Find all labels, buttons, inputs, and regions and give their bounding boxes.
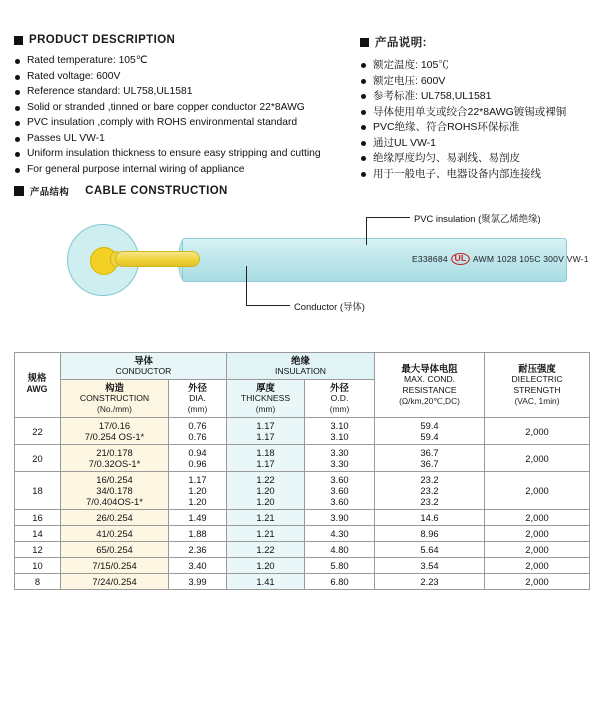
leader-line-conductor-horizontal <box>246 305 290 306</box>
header-outer-dia <box>305 380 375 418</box>
cell-resistance: 8.96 <box>375 526 485 542</box>
list-item: Uniform insulation thickness to ensure easy stripping and cutting <box>14 148 360 160</box>
cell-awg: 16 <box>15 510 61 526</box>
table-row <box>15 526 590 542</box>
list-item: 用于一般电子、电器设备内部连接线 <box>360 168 589 180</box>
header-thickness <box>227 380 305 418</box>
cell-resistance: 3.54 <box>375 558 485 574</box>
header-group-conductor-cn: 导体 <box>134 355 153 366</box>
header-max-resistance <box>375 353 485 418</box>
table-row <box>15 445 590 472</box>
cell-dielectric: 2,000 <box>485 418 590 445</box>
list-item: 额定电压: 600V <box>360 75 589 87</box>
cell-outer-dia: 4.80 <box>305 542 375 558</box>
cell-thickness: 1.21 <box>227 526 305 542</box>
header-thickness-unit: (mm) <box>255 404 276 414</box>
description-list-en <box>14 55 360 176</box>
header-max-resistance-en1: MAX. COND. <box>403 374 456 384</box>
description-english-column <box>14 34 360 183</box>
cable-construction-title-en: CABLE CONSTRUCTION <box>85 185 228 197</box>
table-row <box>15 472 590 510</box>
cell-construction: 65/0.254 <box>61 542 169 558</box>
product-description-title-cn: 产品说明: <box>375 37 427 49</box>
cell-conductor-dia: 0.76 0.76 <box>169 418 227 445</box>
list-item: 参考标准: UL758,UL1581 <box>360 90 589 102</box>
cable-construction-title-cn: 产品结构 <box>30 186 70 197</box>
cell-resistance: 59.4 59.4 <box>375 418 485 445</box>
cell-resistance: 2.23 <box>375 574 485 590</box>
ul-logo-icon: UL <box>451 253 470 265</box>
list-item: Passes UL VW-1 <box>14 133 360 145</box>
cell-thickness: 1.22 1.20 1.20 <box>227 472 305 510</box>
cell-conductor-dia: 1.49 <box>169 510 227 526</box>
header-max-resistance-cn: 最大导体电阻 <box>401 363 458 374</box>
cell-conductor-dia: 3.40 <box>169 558 227 574</box>
cable-print-marking <box>412 253 589 265</box>
header-outer-dia-unit: (mm) <box>329 404 350 414</box>
list-item: For general purpose internal wiring of appliance <box>14 164 360 176</box>
cell-awg: 22 <box>15 418 61 445</box>
cell-dielectric: 2,000 <box>485 574 590 590</box>
header-awg-cn: 规格 <box>27 372 47 383</box>
table-row <box>15 574 590 590</box>
header-construction-cn: 构造 <box>105 382 124 393</box>
cell-awg: 12 <box>15 542 61 558</box>
header-construction-en: CONSTRUCTION <box>79 393 150 403</box>
header-group-insulation-en: INSULATION <box>275 366 326 376</box>
cell-thickness: 1.22 <box>227 542 305 558</box>
bullet-square-icon <box>14 186 24 196</box>
header-thickness-cn: 厚度 <box>256 382 275 393</box>
list-item: PVC绝缘、符合ROHS环保标准 <box>360 121 589 133</box>
table-row <box>15 558 590 574</box>
table-header-group-row <box>15 353 590 380</box>
cell-outer-dia: 4.30 <box>305 526 375 542</box>
cell-resistance: 5.64 <box>375 542 485 558</box>
cell-outer-dia: 3.10 3.10 <box>305 418 375 445</box>
cable-diagram <box>14 206 589 328</box>
header-group-insulation <box>227 353 375 380</box>
cell-thickness: 1.18 1.17 <box>227 445 305 472</box>
header-group-conductor <box>61 353 227 380</box>
list-item: Rated temperature: 105℃ <box>14 55 360 67</box>
conductor-strip-icon <box>115 251 200 267</box>
header-conductor-dia-en: DIA. <box>189 393 206 403</box>
table-row <box>15 510 590 526</box>
list-item: 绝缘厚度均匀、易剥线、易剖皮 <box>360 152 589 164</box>
description-chinese-column <box>360 34 589 183</box>
cell-dielectric: 2,000 <box>485 558 590 574</box>
header-conductor-dia-unit: (mm) <box>187 404 208 414</box>
cell-conductor-dia: 1.17 1.20 1.20 <box>169 472 227 510</box>
cell-dielectric: 2,000 <box>485 542 590 558</box>
product-description-title-en: PRODUCT DESCRIPTION <box>29 34 176 46</box>
description-list-cn <box>360 59 589 180</box>
leader-line-insulation-horizontal <box>366 217 410 218</box>
header-max-resistance-unit: (Ω/km,20℃,DC) <box>399 396 460 406</box>
header-construction <box>61 380 169 418</box>
label-conductor: Conductor (导体) <box>294 301 365 312</box>
cell-outer-dia: 5.80 <box>305 558 375 574</box>
table-body <box>15 418 590 590</box>
cell-thickness: 1.21 <box>227 510 305 526</box>
header-dielectric-unit: (VAC, 1min) <box>514 396 560 406</box>
specification-table <box>14 352 590 590</box>
cell-construction: 21/0.178 7/0.32OS-1* <box>61 445 169 472</box>
header-conductor-dia-cn: 外径 <box>188 382 207 393</box>
cell-dielectric: 2,000 <box>485 510 590 526</box>
header-group-insulation-cn: 绝缘 <box>291 355 310 366</box>
list-item: Rated voltage: 600V <box>14 71 360 83</box>
header-dielectric-cn: 耐压强度 <box>518 363 556 374</box>
cell-resistance: 36.7 36.7 <box>375 445 485 472</box>
bullet-square-icon <box>14 36 23 45</box>
list-item: 通过UL VW-1 <box>360 137 589 149</box>
header-thickness-en: THICKNESS <box>240 393 291 403</box>
product-description-heading-cn <box>360 34 589 50</box>
cell-thickness: 1.41 <box>227 574 305 590</box>
list-item: Reference standard: UL758,UL1581 <box>14 86 360 98</box>
product-description-section <box>14 34 589 183</box>
header-construction-unit: (No./mm) <box>97 404 132 414</box>
cell-awg: 20 <box>15 445 61 472</box>
cell-outer-dia: 3.60 3.60 3.60 <box>305 472 375 510</box>
cell-thickness: 1.20 <box>227 558 305 574</box>
header-dielectric-strength <box>485 353 590 418</box>
header-outer-dia-cn: 外径 <box>330 382 349 393</box>
cell-outer-dia: 3.90 <box>305 510 375 526</box>
header-group-conductor-en: CONDUCTOR <box>115 366 172 376</box>
cell-outer-dia: 3.30 3.30 <box>305 445 375 472</box>
cell-construction: 7/15/0.254 <box>61 558 169 574</box>
header-awg <box>15 372 59 395</box>
list-item: 导体使用单支或绞合22*8AWG镀锡或裸铜 <box>360 106 589 118</box>
cell-awg: 10 <box>15 558 61 574</box>
leader-line-conductor-vertical <box>246 266 247 306</box>
cell-dielectric: 2,000 <box>485 472 590 510</box>
cell-conductor-dia: 1.88 <box>169 526 227 542</box>
cell-outer-dia: 6.80 <box>305 574 375 590</box>
cell-dielectric: 2,000 <box>485 526 590 542</box>
cell-awg: 8 <box>15 574 61 590</box>
label-pvc-insulation: PVC insulation (聚氯乙烯绝缘) <box>414 213 541 224</box>
cable-construction-heading <box>14 184 228 198</box>
cell-dielectric: 2,000 <box>485 445 590 472</box>
table-row <box>15 418 590 445</box>
cell-awg: 14 <box>15 526 61 542</box>
header-dielectric-en1: DIELECTRIC <box>511 374 563 384</box>
cell-conductor-dia: 0.94 0.96 <box>169 445 227 472</box>
cell-awg: 18 <box>15 472 61 510</box>
cell-construction: 17/0.16 7/0.254 OS-1* <box>61 418 169 445</box>
cell-resistance: 23.2 23.2 23.2 <box>375 472 485 510</box>
header-conductor-dia <box>169 380 227 418</box>
bullet-square-icon <box>360 38 369 47</box>
list-item: PVC insulation ,comply with ROHS environmental standard <box>14 117 360 129</box>
header-awg-en: AWG <box>26 384 48 394</box>
marking-spec-text: AWM 1028 105C 300V VW-1 <box>472 254 589 264</box>
list-item: Solid or stranded ,tinned or bare copper conductor 22*8AWG <box>14 102 360 114</box>
header-max-resistance-en2: RESISTANCE <box>402 385 457 395</box>
cell-construction: 41/0.254 <box>61 526 169 542</box>
cell-construction: 16/0.254 34/0.178 7/0.404OS-1* <box>61 472 169 510</box>
cell-construction: 26/0.254 <box>61 510 169 526</box>
list-item: 额定温度: 105℃ <box>360 59 589 71</box>
cell-resistance: 14.6 <box>375 510 485 526</box>
marking-file-number: E338684 <box>412 254 448 264</box>
leader-line-insulation-vertical <box>366 217 367 245</box>
header-dielectric-en2: STRENGTH <box>513 385 561 395</box>
cell-thickness: 1.17 1.17 <box>227 418 305 445</box>
header-outer-dia-en: O.D. <box>330 393 349 403</box>
table-row <box>15 542 590 558</box>
cell-conductor-dia: 2.36 <box>169 542 227 558</box>
product-description-heading-en <box>14 34 360 46</box>
cell-construction: 7/24/0.254 <box>61 574 169 590</box>
cell-conductor-dia: 3.99 <box>169 574 227 590</box>
